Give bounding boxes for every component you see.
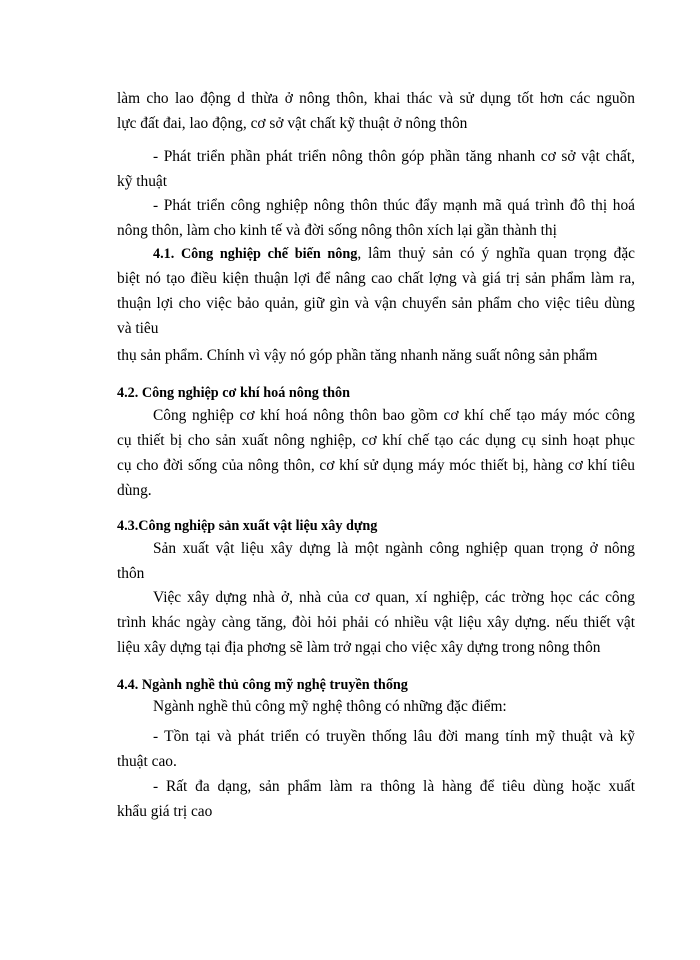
paragraph-line: kỹ thuật — [117, 173, 168, 190]
paragraph-line: thuận lợi cho việc bảo quản, giữ gìn và vận chuyển sản phẩm cho việc tiêu dùng — [117, 295, 635, 312]
paragraph-line: Việc xây dựng nhà ở, nhà của cơ quan, xí nghiệp, các trờng học các công — [153, 589, 635, 606]
paragraph-line: lực đất đai, lao động, cơ sở vật chất kỹ thuật ở nông thôn — [117, 115, 468, 132]
section-4-1-heading: 4.1. Công nghiệp chế biến nông — [153, 246, 358, 262]
paragraph-line: biệt nó tạo điều kiện thuận lợi để nâng cao chất lợng và giá trị sản phẩm làm ra, — [117, 270, 635, 287]
paragraph-line: nông thôn, làm cho kinh tế và đời sống nông thôn xích lại gần thành thị — [117, 222, 557, 239]
section-4-3-heading: 4.3.Công nghiệp sản xuất vật liệu xây dựng — [117, 518, 378, 534]
paragraph-line: Sản xuất vật liệu xây dựng là một ngành công nghiệp quan trọng ở nông — [153, 540, 635, 557]
paragraph-line: liệu xây dựng tại địa phơng sẽ làm trở ngại cho việc xây dựng trong nông thôn — [117, 639, 601, 656]
section-4-1-text: , lâm thuỷ sản có ý nghĩa quan trọng đặc — [357, 245, 635, 262]
section-4-1-line — [117, 241, 635, 267]
paragraph-line: - Phát triển phần phát triển nông thôn góp phần tăng nhanh cơ sở vật chất, — [153, 148, 635, 165]
section-4-4-heading: 4.4. Ngành nghề thủ công mỹ nghệ truyền thống — [117, 677, 408, 693]
paragraph-line: cụ cho đời sống của nông thôn, cơ khí sử dụng máy móc thiết bị, hàng cơ khí tiêu — [117, 457, 635, 474]
paragraph-line: thuật cao. — [117, 753, 177, 770]
paragraph-line: thôn — [117, 565, 145, 582]
paragraph-line: khẩu giá trị cao — [117, 803, 213, 820]
paragraph-line: làm cho lao động d thừa ở nông thôn, khai thác và sử dụng tốt hơn các nguồn — [117, 90, 635, 107]
paragraph-line: dùng. — [117, 482, 152, 499]
paragraph-line: Ngành nghề thủ công mỹ nghệ thông có những đặc điểm: — [153, 698, 507, 715]
paragraph-line: cụ thiết bị cho sản xuất nông nghiệp, cơ khí chế tạo các dụng cụ sinh hoạt phục — [117, 432, 635, 449]
paragraph-line: - Tồn tại và phát triển có truyền thống lâu đời mang tính mỹ thuật và kỹ — [153, 728, 635, 745]
paragraph-line: - Rất đa dạng, sản phẩm làm ra thông là hàng để tiêu dùng hoặc xuất — [153, 778, 635, 795]
paragraph-line: Công nghiệp cơ khí hoá nông thôn bao gồm cơ khí chế tạo máy móc công — [153, 407, 635, 424]
paragraph-line: thụ sản phẩm. Chính vì vậy nó góp phần tăng nhanh năng suất nông sản phẩm — [117, 347, 598, 364]
paragraph-line: và tiêu — [117, 320, 159, 337]
paragraph-line: - Phát triển công nghiệp nông thôn thúc đẩy mạnh mã quá trình đô thị hoá — [153, 197, 635, 214]
section-4-2-heading: 4.2. Công nghiệp cơ khí hoá nông thôn — [117, 385, 350, 401]
paragraph-line: trình khác ngày càng tăng, đòi hỏi phải có nhiều vật liệu xây dựng. nếu thiết vật — [117, 614, 635, 631]
